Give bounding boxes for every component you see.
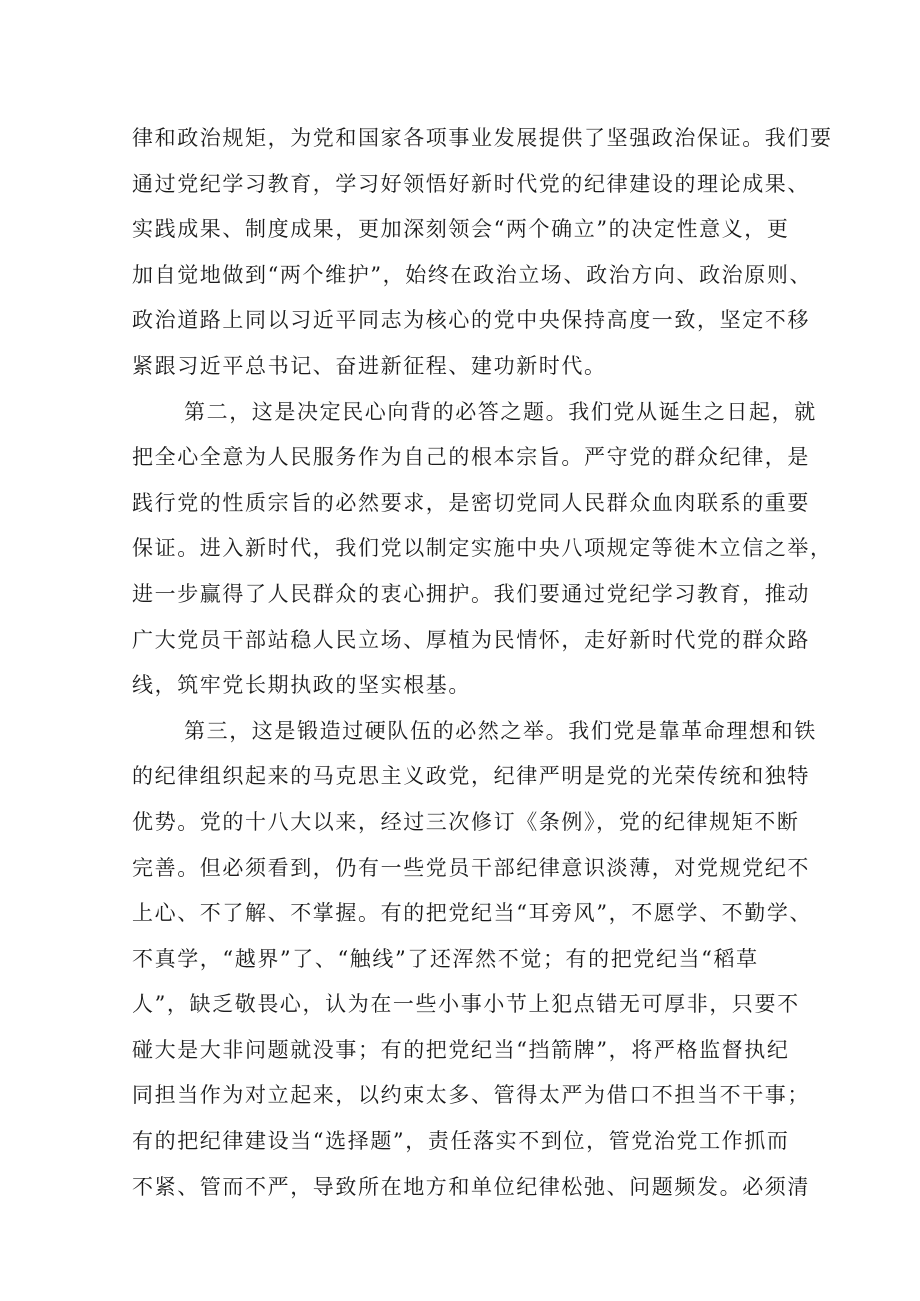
text-line: 优势。党的十八大以来，经过三次修订《条例》，党的纪律规矩不断 <box>132 809 800 834</box>
text-line: 广大党员干部站稳人民立场、厚植为民情怀，走好新时代党的群众路 <box>132 627 810 652</box>
paragraph-start-line: 第三，这是锻造过硬队伍的必然之举。我们党是靠革命理想和铁 <box>184 718 817 743</box>
text-line: 紧跟习近平总书记、奋进新征程、建功新时代。 <box>132 353 607 378</box>
text-line: 不真学，“越界”了、“触线”了还浑然不觉；有的把党纪当“稻草 <box>132 946 759 971</box>
text-line: 线，筑牢党长期执政的坚实根基。 <box>132 673 471 698</box>
text-line: 完善。但必须看到，仍有一些党员干部纪律意识淡薄，对党规党纪不 <box>132 855 810 880</box>
text-line: 政治道路上同以习近平同志为核心的党中央保持高度一致，坚定不移 <box>132 308 810 333</box>
paragraph-start-line: 第二，这是决定民心向背的必答之题。我们党从诞生之日起，就 <box>184 399 817 424</box>
text-line: 进一步赢得了人民群众的衷心拥护。我们要通过党纪学习教育，推动 <box>132 581 810 606</box>
text-line: 碰大是大非问题就没事；有的把党纪当“挡箭牌”，将严格监督执纪 <box>132 1037 790 1062</box>
text-line: 不紧、管而不严，导致所在地方和单位纪律松弛、问题频发。必须清 <box>132 1174 810 1199</box>
text-line: 保证。进入新时代，我们党以制定实施中央八项规定等徙木立信之举， <box>132 536 833 561</box>
text-line: 践行党的性质宗旨的必然要求，是密切党同人民群众血肉联系的重要 <box>132 490 810 515</box>
text-line: 通过党纪学习教育，学习好领悟好新时代党的纪律建设的理论成果、 <box>132 171 810 196</box>
text-line: 加自觉地做到“两个维护”，始终在政治立场、政治方向、政治原则、 <box>132 262 813 287</box>
text-line: 上心、不了解、不掌握。有的把党纪当“耳旁风”，不愿学、不勤学、 <box>132 901 813 926</box>
text-line: 律和政治规矩，为党和国家各项事业发展提供了坚强政治保证。我们要 <box>132 126 833 150</box>
text-line: 实践成果、制度成果，更加深刻领会“两个确立”的决定性意义，更 <box>132 217 790 242</box>
text-line: 把全心全意为人民服务作为自己的根本宗旨。严守党的群众纪律，是 <box>132 445 810 470</box>
body-text <box>132 116 833 1210</box>
text-line: 的纪律组织起来的马克思主义政党，纪律严明是党的光荣传统和独特 <box>132 764 810 789</box>
text-line: 有的把纪律建设当“选择题”，责任落实不到位，管党治党工作抓而 <box>132 1129 790 1154</box>
text-line: 人”，缺乏敬畏心，认为在一些小事小节上犯点错无可厚非，只要不 <box>132 992 800 1017</box>
text-line: 同担当作为对立起来，以约束太多、管得太严为借口不担当不干事； <box>132 1083 810 1108</box>
